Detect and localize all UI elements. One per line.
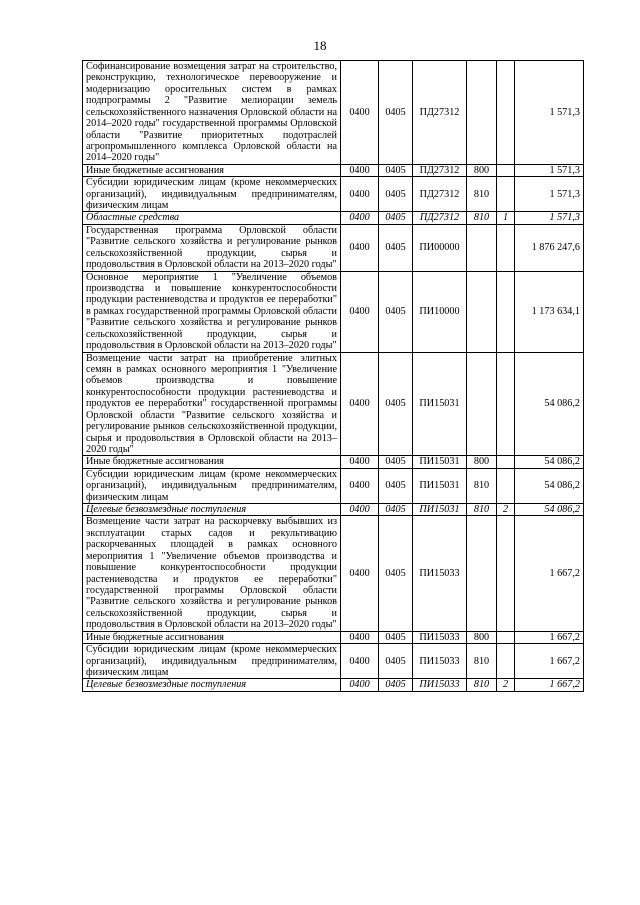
- row-subsection-code: 0405: [379, 644, 413, 679]
- row-description: Субсидии юридическим лицам (кроме некоммерческих организаций), индивидуальным предпринимателям, физическим лицам: [83, 644, 341, 679]
- row-amount: 1 571,3: [515, 61, 584, 165]
- row-section-code: 0400: [341, 61, 379, 165]
- row-funding-source: [497, 468, 515, 503]
- table-row: [83, 164, 584, 176]
- row-amount: 1 667,2: [515, 516, 584, 631]
- row-amount: 54 086,2: [515, 468, 584, 503]
- table-row: [83, 61, 584, 165]
- row-target-article: ПИ15033: [413, 631, 467, 643]
- row-description: Иные бюджетные ассигнования: [83, 164, 341, 176]
- row-description: Софинансирование возмещения затрат на строительство, реконструкцию, технологическое перевооружение и модернизацию оросительных систем в рамках подпрограммы 2 "Развитие мелиорации земель сельскохозяйственного назначения Орловской области на 2014–2020 годы" государственной программы Орловской области "Развитие приоритетных подотраслей агропромышленного комплекса Орловской области на 2014–2020 годы": [83, 61, 341, 165]
- row-description: Иные бюджетные ассигнования: [83, 631, 341, 643]
- table-row: [83, 516, 584, 631]
- row-expense-type: [467, 516, 497, 631]
- row-target-article: ПД27312: [413, 164, 467, 176]
- row-funding-source: [497, 164, 515, 176]
- row-section-code: 0400: [341, 679, 379, 691]
- table-row: [83, 212, 584, 224]
- row-section-code: 0400: [341, 631, 379, 643]
- row-subsection-code: 0405: [379, 456, 413, 468]
- row-target-article: ПИ15033: [413, 644, 467, 679]
- row-target-article: ПИ15033: [413, 679, 467, 691]
- row-funding-source: [497, 61, 515, 165]
- row-target-article: ПИ15031: [413, 468, 467, 503]
- row-description: Государственная программа Орловской области "Развитие сельского хозяйства и регулирование рынков сельскохозяйственной продукции, сырья и продовольствия в Орловской области на 2013–2020 годы": [83, 224, 341, 271]
- row-funding-source: [497, 644, 515, 679]
- row-amount: 1 173 634,1: [515, 271, 584, 352]
- budget-table: [82, 60, 584, 692]
- row-subsection-code: 0405: [379, 352, 413, 456]
- row-funding-source: [497, 631, 515, 643]
- row-expense-type: 800: [467, 456, 497, 468]
- row-target-article: ПИ15031: [413, 352, 467, 456]
- row-subsection-code: 0405: [379, 504, 413, 516]
- row-target-article: ПИ00000: [413, 224, 467, 271]
- table-row: [83, 456, 584, 468]
- row-funding-source: [497, 177, 515, 212]
- row-funding-source: [497, 352, 515, 456]
- row-expense-type: 810: [467, 468, 497, 503]
- row-subsection-code: 0405: [379, 679, 413, 691]
- row-subsection-code: 0405: [379, 516, 413, 631]
- row-expense-type: 800: [467, 164, 497, 176]
- table-row: [83, 631, 584, 643]
- row-description: Основное мероприятие 1 "Увеличение объемов производства и повышение конкурентоспособности продукции растениеводства и продуктов ее переработки" в рамках государственной программы Орловской области "Развитие сельского хозяйства и регулирование рынков сельскохозяйственной продукции, сырья и продовольствия в Орловской области на 2013–2020 годы": [83, 271, 341, 352]
- row-section-code: 0400: [341, 271, 379, 352]
- row-section-code: 0400: [341, 352, 379, 456]
- row-description: Целевые безвозмездные поступления: [83, 679, 341, 691]
- table-row: [83, 644, 584, 679]
- row-expense-type: [467, 271, 497, 352]
- row-target-article: ПИ15031: [413, 504, 467, 516]
- row-subsection-code: 0405: [379, 177, 413, 212]
- row-target-article: ПИ15033: [413, 516, 467, 631]
- row-expense-type: 810: [467, 679, 497, 691]
- row-funding-source: [497, 271, 515, 352]
- row-expense-type: 810: [467, 212, 497, 224]
- row-amount: 54 086,2: [515, 456, 584, 468]
- table-row: [83, 504, 584, 516]
- table-row: [83, 468, 584, 503]
- row-funding-source: [497, 516, 515, 631]
- row-section-code: 0400: [341, 456, 379, 468]
- row-target-article: ПИ15031: [413, 456, 467, 468]
- row-section-code: 0400: [341, 212, 379, 224]
- row-amount: 54 086,2: [515, 352, 584, 456]
- row-section-code: 0400: [341, 504, 379, 516]
- row-section-code: 0400: [341, 516, 379, 631]
- row-subsection-code: 0405: [379, 271, 413, 352]
- row-expense-type: 810: [467, 177, 497, 212]
- row-section-code: 0400: [341, 644, 379, 679]
- row-expense-type: [467, 61, 497, 165]
- row-target-article: ПД27312: [413, 61, 467, 165]
- row-amount: 1 571,3: [515, 212, 584, 224]
- row-section-code: 0400: [341, 468, 379, 503]
- row-amount: 1 876 247,6: [515, 224, 584, 271]
- row-funding-source: 1: [497, 212, 515, 224]
- row-section-code: 0400: [341, 224, 379, 271]
- row-expense-type: 810: [467, 504, 497, 516]
- row-section-code: 0400: [341, 177, 379, 212]
- table-row: [83, 271, 584, 352]
- row-amount: 54 086,2: [515, 504, 584, 516]
- row-target-article: ПД27312: [413, 177, 467, 212]
- row-expense-type: 810: [467, 644, 497, 679]
- row-subsection-code: 0405: [379, 224, 413, 271]
- row-description: Возмещение части затрат на приобретение элитных семян в рамках основного мероприятия 1 "Увеличение объемов производства и повышение конкурентоспособности продукции растениеводства и продуктов ее переработки" государственной программы Орловской области "Развитие сельского хозяйства и регулирование рынков сельскохозяйственной продукции, сырья и продовольствия в Орловской области на 2013–2020 годы": [83, 352, 341, 456]
- row-description: Иные бюджетные ассигнования: [83, 456, 341, 468]
- row-funding-source: [497, 456, 515, 468]
- row-target-article: ПД27312: [413, 212, 467, 224]
- row-amount: 1 667,2: [515, 631, 584, 643]
- row-section-code: 0400: [341, 164, 379, 176]
- row-amount: 1 667,2: [515, 644, 584, 679]
- row-subsection-code: 0405: [379, 212, 413, 224]
- row-description: Субсидии юридическим лицам (кроме некоммерческих организаций), индивидуальным предпринимателям, физическим лицам: [83, 177, 341, 212]
- table-row: [83, 177, 584, 212]
- table-row: [83, 352, 584, 456]
- row-amount: 1 571,3: [515, 164, 584, 176]
- table-row: [83, 224, 584, 271]
- row-description: Субсидии юридическим лицам (кроме некоммерческих организаций), индивидуальным предпринимателям, физическим лицам: [83, 468, 341, 503]
- row-description: Возмещение части затрат на раскорчевку выбывших из эксплуатации старых садов и рекультивацию раскорчеванных площадей в рамках основного мероприятия 1 "Увеличение объемов производства и повышение конкурентоспособности продукции растениеводства и продуктов ее переработки" государственной программы Орловской области "Развитие сельского хозяйства и регулирование рынков сельскохозяйственной продукции, сырья и продовольствия в Орловской области на 2013–2020 годы": [83, 516, 341, 631]
- table-row: [83, 679, 584, 691]
- row-amount: 1 667,2: [515, 679, 584, 691]
- row-amount: 1 571,3: [515, 177, 584, 212]
- row-subsection-code: 0405: [379, 61, 413, 165]
- row-funding-source: 2: [497, 679, 515, 691]
- row-subsection-code: 0405: [379, 468, 413, 503]
- row-description: Целевые безвозмездные поступления: [83, 504, 341, 516]
- row-description: Областные средства: [83, 212, 341, 224]
- row-target-article: ПИ10000: [413, 271, 467, 352]
- row-funding-source: [497, 224, 515, 271]
- row-expense-type: 800: [467, 631, 497, 643]
- row-subsection-code: 0405: [379, 164, 413, 176]
- row-expense-type: [467, 224, 497, 271]
- row-subsection-code: 0405: [379, 631, 413, 643]
- row-funding-source: 2: [497, 504, 515, 516]
- row-expense-type: [467, 352, 497, 456]
- page-number: 18: [313, 38, 327, 53]
